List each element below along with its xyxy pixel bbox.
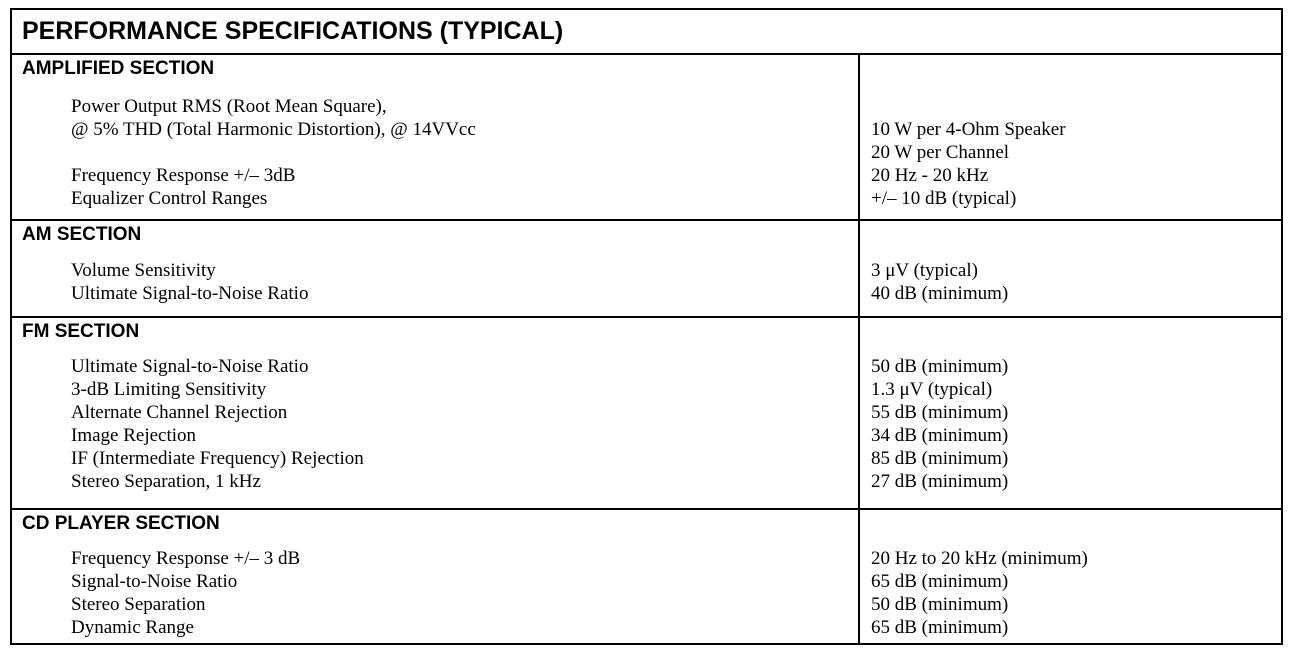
cd-player-section <box>12 510 1281 643</box>
cd-spec-value: 20 Hz to 20 kHz (minimum) <box>871 548 1088 569</box>
fm-spec-value: 1.3 μV (typical) <box>871 379 993 400</box>
performance-specifications-table <box>10 8 1283 645</box>
cd-player-section-header: CD PLAYER SECTION <box>22 513 220 534</box>
fm-spec-value: 55 dB (minimum) <box>871 402 1009 423</box>
am-spec-value: 3 μV (typical) <box>871 260 978 281</box>
equalizer-control-label: Equalizer Control Ranges <box>71 188 268 209</box>
power-output-label-line2: @ 5% THD (Total Harmonic Distortion), @ 14VVcc <box>71 119 476 140</box>
cd-spec-label: Signal-to-Noise Ratio <box>71 571 238 592</box>
fm-spec-label: Ultimate Signal-to-Noise Ratio <box>71 356 309 377</box>
frequency-response-label: Frequency Response +/– 3dB <box>71 165 296 186</box>
cd-spec-label: Stereo Separation <box>71 594 206 615</box>
fm-spec-label: Image Rejection <box>71 425 197 446</box>
fm-spec-label: IF (Intermediate Frequency) Rejection <box>71 448 364 469</box>
fm-spec-label: Stereo Separation, 1 kHz <box>71 471 261 492</box>
am-section-header: AM SECTION <box>22 224 142 245</box>
fm-spec-value: 27 dB (minimum) <box>871 471 1009 492</box>
amplified-section <box>12 55 1281 221</box>
power-output-label-line1: Power Output RMS (Root Mean Square), <box>71 96 387 117</box>
cd-spec-label: Frequency Response +/– 3 dB <box>71 548 301 569</box>
table-title: PERFORMANCE SPECIFICATIONS (TYPICAL) <box>12 10 1281 55</box>
am-spec-label: Volume Sensitivity <box>71 260 216 281</box>
frequency-response-value: 20 Hz - 20 kHz <box>871 165 989 186</box>
fm-spec-value: 85 dB (minimum) <box>871 448 1009 469</box>
column-divider <box>858 510 860 643</box>
column-divider <box>858 318 860 508</box>
amplified-section-header: AMPLIFIED SECTION <box>22 58 215 79</box>
fm-section-header: FM SECTION <box>22 321 140 342</box>
cd-spec-value: 50 dB (minimum) <box>871 594 1009 615</box>
am-section <box>12 221 1281 318</box>
am-spec-value: 40 dB (minimum) <box>871 283 1009 304</box>
cd-spec-value: 65 dB (minimum) <box>871 617 1009 638</box>
cd-spec-label: Dynamic Range <box>71 617 194 638</box>
fm-spec-value: 50 dB (minimum) <box>871 356 1009 377</box>
fm-spec-label: 3-dB Limiting Sensitivity <box>71 379 267 400</box>
fm-spec-label: Alternate Channel Rejection <box>71 402 288 423</box>
power-output-value-line2: 20 W per Channel <box>871 142 1010 163</box>
am-spec-label: Ultimate Signal-to-Noise Ratio <box>71 283 309 304</box>
fm-spec-value: 34 dB (minimum) <box>871 425 1009 446</box>
column-divider <box>858 221 860 316</box>
equalizer-control-value: +/– 10 dB (typical) <box>871 188 1017 209</box>
power-output-value-line1: 10 W per 4-Ohm Speaker <box>871 119 1066 140</box>
column-divider <box>858 55 860 219</box>
fm-section <box>12 318 1281 510</box>
cd-spec-value: 65 dB (minimum) <box>871 571 1009 592</box>
